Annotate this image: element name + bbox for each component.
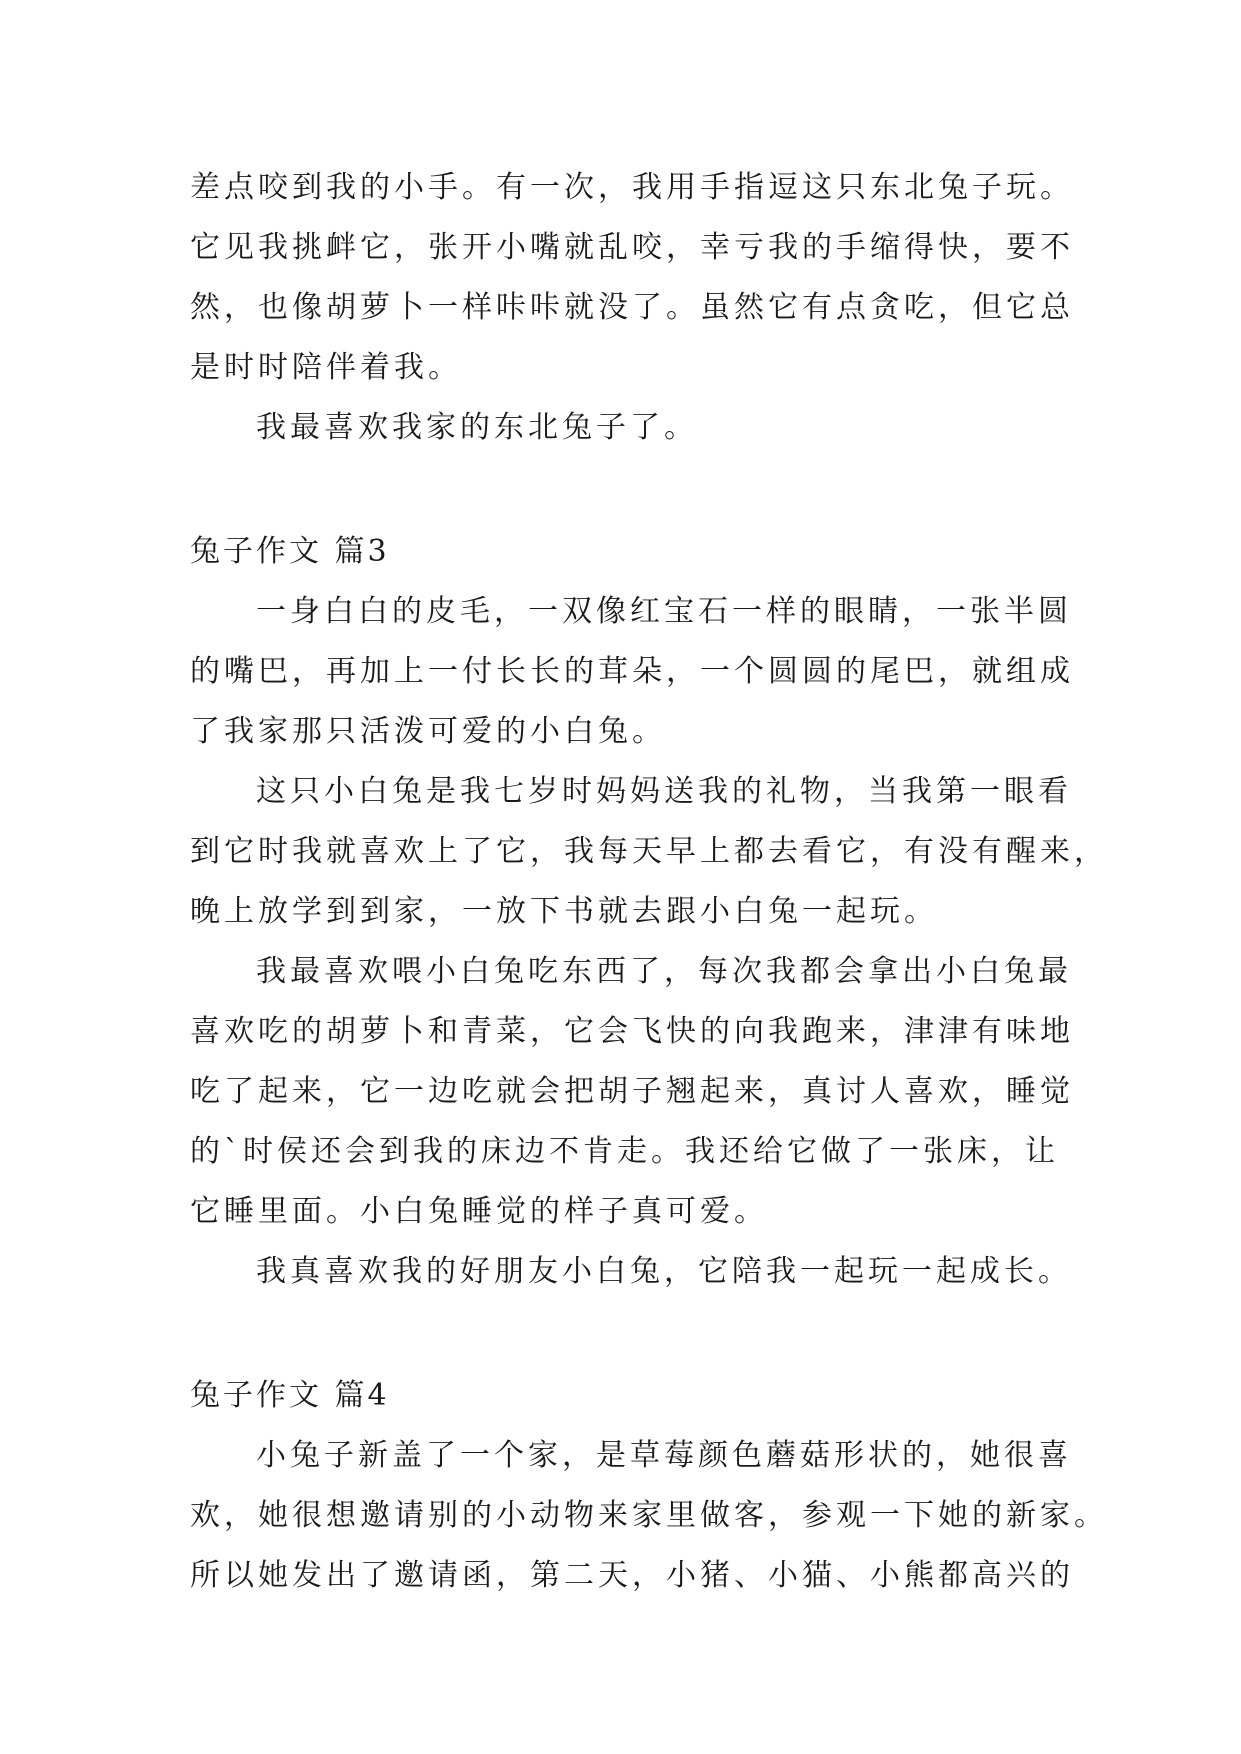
paragraph (190, 398, 1070, 458)
text-line: 它见我挑衅它，张开小嘴就乱咬，幸亏我的手缩得快，要不 (190, 230, 1074, 265)
paragraph (190, 582, 1074, 762)
text-line: 是时时陪伴着我。 (190, 350, 462, 385)
essay-section-4 (190, 1366, 1108, 1606)
essay-section-3 (190, 522, 1108, 1302)
text-line: 的嘴巴，再加上一付长长的茸朵，一个圆圆的尾巴，就组成 (190, 654, 1074, 689)
section-heading: 兔子作文 篇3 (190, 534, 390, 569)
section-heading: 兔子作文 篇4 (190, 1378, 390, 1413)
paragraph (190, 762, 1108, 942)
paragraph (190, 1242, 1070, 1302)
paragraph (190, 1426, 1108, 1606)
text-line: 所以她发出了邀请函，第二天，小猪、小猫、小熊都高兴的 (190, 1558, 1074, 1593)
text-line: 欢，她很想邀请别的小动物来家里做客，参观一下她的新家。 (190, 1498, 1108, 1533)
text-line: 到它时我就喜欢上了它，我每天早上都去看它，有没有醒来， (190, 834, 1108, 869)
text-line: 我最喜欢我家的东北兔子了。 (256, 410, 698, 445)
text-line: 这只小白兔是我七岁时妈妈送我的礼物，当我第一眼看 (256, 774, 1072, 809)
paragraph (190, 942, 1074, 1242)
text-line: 了我家那只活泼可爱的小白兔。 (190, 714, 666, 749)
text-line: 一身白白的皮毛，一双像红宝石一样的眼睛，一张半圆 (256, 594, 1072, 629)
text-line: 吃了起来，它一边吃就会把胡子翘起来，真讨人喜欢，睡觉 (190, 1074, 1074, 1109)
text-line: 差点咬到我的小手。有一次，我用手指逗这只东北兔子玩。 (190, 170, 1074, 205)
essay-continuation (190, 158, 1074, 458)
text-line: 晚上放学到到家，一放下书就去跟小白兔一起玩。 (190, 894, 938, 929)
paragraph (190, 158, 1074, 398)
text-line: 的`时侯还会到我的床边不肯走。我还给它做了一张床，让 (190, 1134, 1059, 1169)
text-line: 我真喜欢我的好朋友小白兔，它陪我一起玩一起成长。 (256, 1254, 1072, 1289)
text-line: 小兔子新盖了一个家，是草莓颜色蘑菇形状的，她很喜 (256, 1438, 1072, 1473)
text-line: 喜欢吃的胡萝卜和青菜，它会飞快的向我跑来，津津有味地 (190, 1014, 1074, 1049)
document-page (190, 158, 1108, 1606)
text-line: 我最喜欢喂小白兔吃东西了，每次我都会拿出小白兔最 (256, 954, 1072, 989)
text-line: 它睡里面。小白兔睡觉的样子真可爱。 (190, 1194, 768, 1229)
text-line: 然，也像胡萝卜一样咔咔就没了。虽然它有点贪吃，但它总 (190, 290, 1074, 325)
